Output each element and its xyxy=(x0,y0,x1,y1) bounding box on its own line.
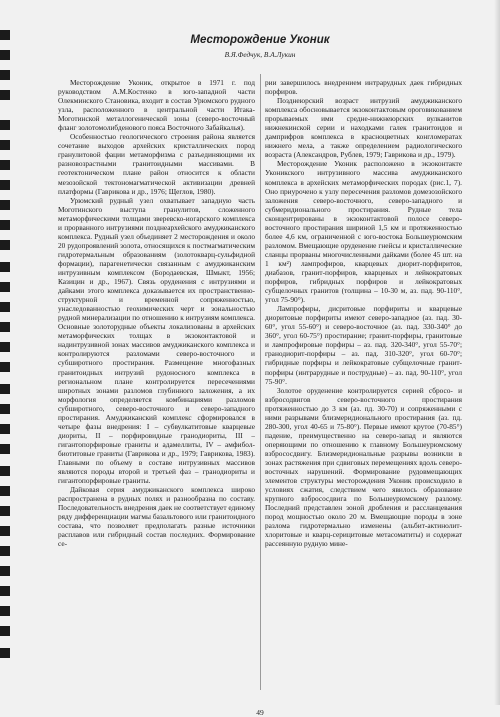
scan-edge-mark xyxy=(0,466,10,476)
scan-edge-shadow xyxy=(494,0,500,705)
scan-edge-mark xyxy=(0,648,10,658)
scan-edge-mark xyxy=(0,160,10,170)
scan-edge-mark xyxy=(0,140,10,150)
paragraph: Месторождение Уконик, открытое в 1971 г. под руководством А.М.Костенко в юго-западной части Олекминского Становика, входит в состав Урюмского рудного узла, расположенного в центральной части Итака-Моготинской металлогенической зоны (северо-восточный фланг золотомолибденового пояса Восточного Забайкалья). xyxy=(58,78,255,133)
scan-edge-mark xyxy=(0,50,10,60)
article-page xyxy=(58,34,462,717)
paragraph: Урюмский рудный узел охватывает западную часть Моготинского выступа гранулитов, сложенного метаморфическими толщами зверевско-иогарского комплекса и прорванного интрузиями позднеархейского амуджиканского комплекса. Рудный узел объединяет 2 месторождения и около 20 рудопроявлений золота, относящихся к постмагматическим гидротермальным образованиям (золотокварц-сульфидной формации), парагенетически связанным с амуджиканским интрузивным комплексом (Бородаевская, Шмыкт, 1956; Казицин и др., 1967). Связь оруденения с интрузиями и дайками этого комплекса доказывается их пространственно-структурной и временной сопряженностью, унаследованностью геохимических черт и зональностью рудной минерализации по отношению к интрузиям комплекса. Основные золоторудные объекты локализованы в архейских метаморфических толщах в экзоконтактовой и надинтрузивной зонах массивов амуджиканского комплекса и контролируются разломами северо-восточного и субширотного простирания. Размещение многофазных гранитоидных интрузий рудоносного комплекса в региональном плане контролируется пересечениями широтных зонами разломов глубинного заложения, а их морфология определяется комбинациями разломов субширотного, северо-восточного и северо-западного простирания. Амуджиканский комплекс сформировался в четыре фазы внедрения: I – субвулкатитовые кварцевые диориты, II – порфировидные гранодиориты, III – гигантопорфировые граниты и адамеллиты, IV – амфибол-биотитовые граниты (Гаврикова и др., 1979; Гаврикова, 1983). Главными по объему в составе интрузивных массивов являются породы второй и третьей фаз – гранодиориты и гигантопорфировые граниты. xyxy=(58,195,255,486)
scan-edge-mark xyxy=(0,90,10,100)
paragraph: рии завершилось внедрением интрарудных даек гибридных порфиров. xyxy=(265,78,462,97)
scan-edge-mark xyxy=(0,586,10,596)
scan-edge-mark xyxy=(0,424,10,434)
scan-edge-mark xyxy=(0,506,10,516)
scan-edge-mark xyxy=(0,240,10,250)
left-column xyxy=(58,78,255,688)
scan-edge-mark xyxy=(0,546,10,556)
scan-edge-mark xyxy=(0,566,10,576)
scan-edge-mark xyxy=(0,486,10,496)
paragraph: Позднеюрский возраст интрузий амуджиканского комплекса обосновывается экзоконтактовым ороговикованием прорываемых ими средне-нижнеюрских вулканитов нижнекинской серии и находками галек гранитоидов и дамприфров комплекса в красноцветных конгломератах нижнего мела, а также определением радиологического возраста (Александров, Рублев, 1979; Гаврикова и др., 1979). xyxy=(265,96,462,160)
scan-edge-mark xyxy=(0,384,10,394)
article-authors: В.Я.Федчук, В.А.Лукин xyxy=(224,50,296,59)
scan-edge-mark xyxy=(0,180,10,190)
scan-edge-mark xyxy=(0,200,10,210)
article-title: Месторождение Уконик xyxy=(190,34,330,46)
paragraph: Дайковая серия амуджиканского комплекса широко распространена в рудных полях и разнообразна по составу. Последовательность внедрения даек не соответствует единому ряду дифференциации магмы базальтового или гранитоидного состава, что позволяет предполагать разные источники расплавов или гибридный состав последних. Формирование се- xyxy=(58,485,255,549)
column-divider xyxy=(260,74,261,690)
scan-edge-mark xyxy=(0,362,10,372)
scan-edge-mark xyxy=(0,444,10,454)
scan-edge-mark xyxy=(0,404,10,414)
scan-edge-mark xyxy=(0,262,10,272)
right-column xyxy=(265,78,462,688)
article-body xyxy=(58,78,462,688)
scan-edge-mark xyxy=(0,220,10,230)
paragraph: Месторождение Уконик расположено в экзоконтакте Уконикского интрузивного массива амуджиканского комплекса в архейских метаморфических породах (рис.1, 7). Оно приурочено к узлу пересечения разломов домезозойского заложения северо-восточного, северо-западного и субмеридионального простирания. Рудные тела сконцентрированы в экзоконтактовой полосе северо-восточного простирания шириной 1,5 км и протяженностью более 4,6 км, ограниченной с юго-востока Большеурюмским разломом. Вмещающие оруденение гнейсы и кристаллические сланцы прорваны многочисленными дайками (более 45 шт. на 1 км²) лампрофиров, кварцевых диорит-порфиритов, диабазов, гранит-порфиров, кварцевых и лейкократовых порфиров, гибридных порфиров и лейкократовых субщелочных гранитов (толщина – 10-30 м, аз. пад. 90-110°, угол 75-90°). xyxy=(265,159,462,305)
scan-edge-mark xyxy=(0,282,10,292)
scan-edge-mark xyxy=(0,322,10,332)
paragraph: Золотое оруденение контролируется серией сбросо- и взбросодвигов северо-восточного простирания протяженностью до 3 км (аз. пд. 30-70) и сопряженными с ними разрывами близмеридионального простирания (аз. пд. 280-300, угол 40-65 и 75-80°). Первые имеют крутое (70-85°) падение, преимущественно на северо-запад и являются оперяющими по отношению к главному Большеурюмскому взбрососдвигу. Близмеридиональные разрывы возникли в зонах растяжения при сдвиговых перемещениях вдоль северо-восточных нарушений. Формирование рудовмещающих элементов структуры месторождения Уконик происходило в условиях сжатия, следствием чего явилось образование крупного взбрососдвига по Большеурюмскому разлому. Последний представлен зоной дробления и рассланцевания пород мощностью около 20 м. Вмещающие породы в зоне разлома гидротермально изменены (альбит-актинолит-хлоритовые и кварц-серицитовые метасоматиты) и содержат рассеянную рудную мине- xyxy=(265,385,462,549)
scan-edge-marks xyxy=(0,0,14,705)
paragraph: Лампрофиры, дисритовые порфириты и кварцевые диоритовые порфириты имеют северо-западное (аз. пад. 30-60°, угол 55-60°) и северо-восточное (аз. пад. 330-340° до 360°, угол 60-75°) простирание; гранит-порфиры, гранитовые и лампрофировые порфиры – аз. пад. 320-340°, угол 55-70°; гранодиорит-порфиры – аз. пад. 310-320°, угол 60-70°; гибридные порфиры и лейкократовые субщелочные гранит-порфиры (интрарудные и пострудные) – аз. пад. 90-110°, угол 75-90°. xyxy=(265,304,462,386)
scan-edge-mark xyxy=(0,626,10,636)
page-number: 49 xyxy=(256,708,264,717)
scan-edge-mark xyxy=(0,342,10,352)
scan-edge-mark xyxy=(0,30,10,40)
scan-edge-mark xyxy=(0,606,10,616)
scan-edge-mark xyxy=(0,120,10,130)
scan-edge-mark xyxy=(0,70,10,80)
scan-edge-mark xyxy=(0,302,10,312)
scan-edge-mark xyxy=(0,526,10,536)
paragraph: Особенностью геологического строения района является сочетание выходов архейских кристаллических пород гранулитовой фации метаморфизма с разъединяющими их разновозрастными гранитоидными массивами. В геотектоническом плане район относится к области мезозойской тектономагматической активизации древней платформы (Гаврикова и др., 1976; Щеглов, 1980). xyxy=(58,132,255,196)
